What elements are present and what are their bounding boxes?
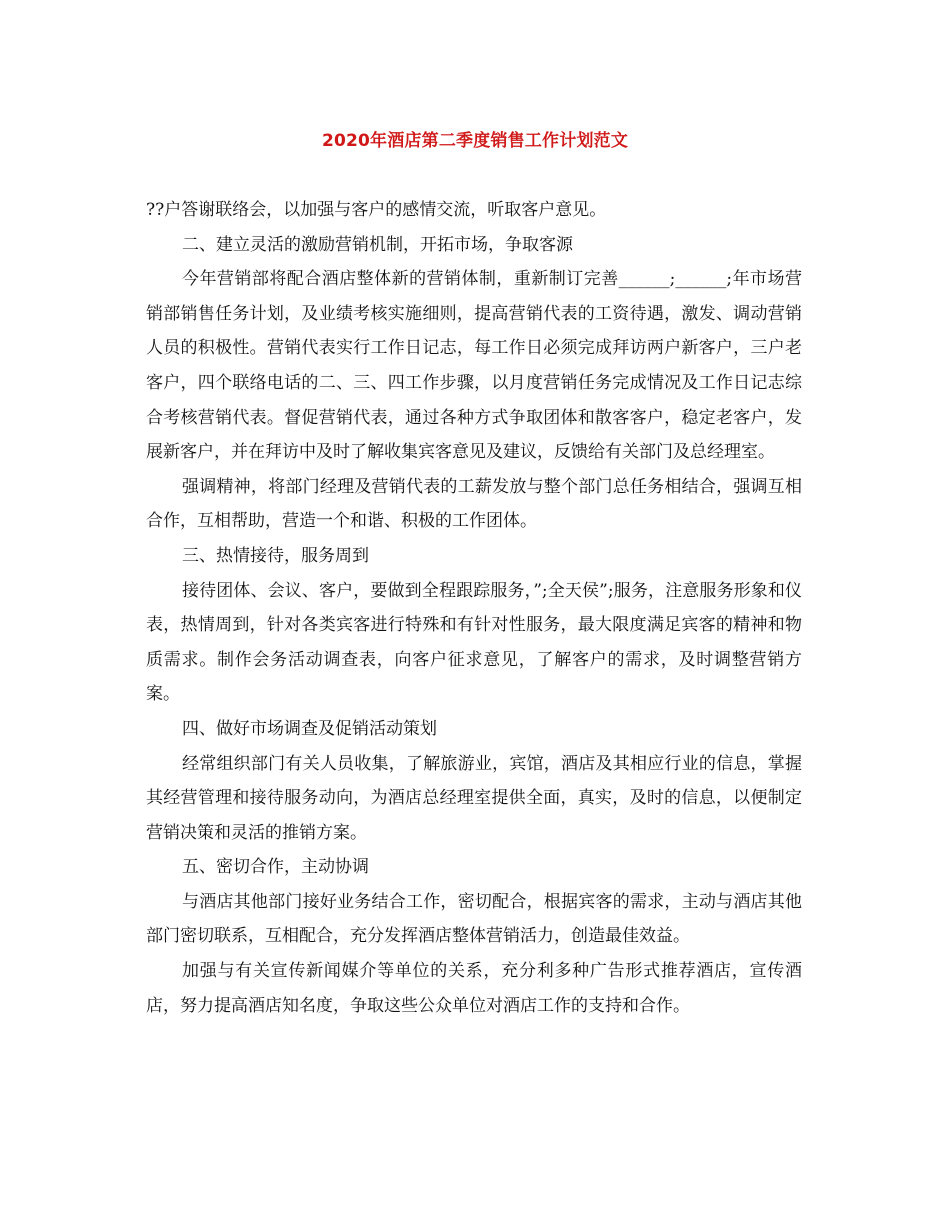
- paragraph: 强调精神，将部门经理及营销代表的工薪发放与整个部门总任务相结合，强调互相合作，互相帮助，营造一个和谐、积极的工作团体。: [146, 476, 802, 532]
- paragraph: 加强与有关宣传新闻媒介等单位的关系，充分利多种广告形式推荐酒店，宣传酒店，努力提高酒店知名度，争取这些公众单位对酒店工作的支持和合作。: [146, 961, 802, 1016]
- paragraph: 与酒店其他部门接好业务结合工作，密切配合，根据宾客的需求，主动与酒店其他部门密切联系，互相配合，充分发挥酒店整体营销活力，创造最佳效益。: [146, 891, 802, 947]
- paragraph: 经常组织部门有关人员收集，了解旅游业，宾馆，酒店及其相应行业的信息，掌握其经营管理和接待服务动向，为酒店总经理室提供全面，真实，及时的信息，以便制定营销决策和灵活的推销方案。: [146, 753, 802, 843]
- section-heading-3: 三、热情接待，服务周到: [182, 545, 369, 566]
- document-body: [146, 193, 802, 1023]
- paragraph-continuation: ??户答谢联络会，以加强与客户的感情交流，听取客户意见。: [146, 200, 607, 220]
- section-heading-5: 五、密切合作，主动协调: [182, 857, 369, 878]
- section-heading-2: 二、建立灵活的激励营销机制，开拓市场，争取客源: [182, 234, 573, 255]
- section-heading-4: 四、做好市场调查及促销活动策划: [182, 718, 437, 739]
- paragraph: 接待团体、会议、客户，要做到全程跟踪服务，”;全天侯”;服务，注意服务形象和仪表，热情周到，针对各类宾客进行特殊和有针对性服务，最大限度满足宾客的精神和物质需求。制作会务活动调查表，向客户征求意见，了解客户的需求，及时调整营销方案。: [146, 580, 802, 705]
- document-title: 2020年酒店第二季度销售工作计划范文: [321, 131, 629, 151]
- paragraph: 今年营销部将配合酒店整体新的营销体制，重新制订完善______;______;年市场营销部销售任务计划，及业绩考核实施细则，提高营销代表的工资待遇，激发、调动营销人员的积极性。营销代表实行工作日记志，每工作日必须完成拜访两户新客户，三户老客户，四个联络电话的二、三、四工作步骤，以月度营销任务完成情况及工作日记志综合考核营销代表。督促营销代表，通过各种方式争取团体和散客客户，稳定老客户，发展新客户，并在拜访中及时了解收集宾客意见及建议，反馈给有关部门及总经理室。: [146, 269, 802, 463]
